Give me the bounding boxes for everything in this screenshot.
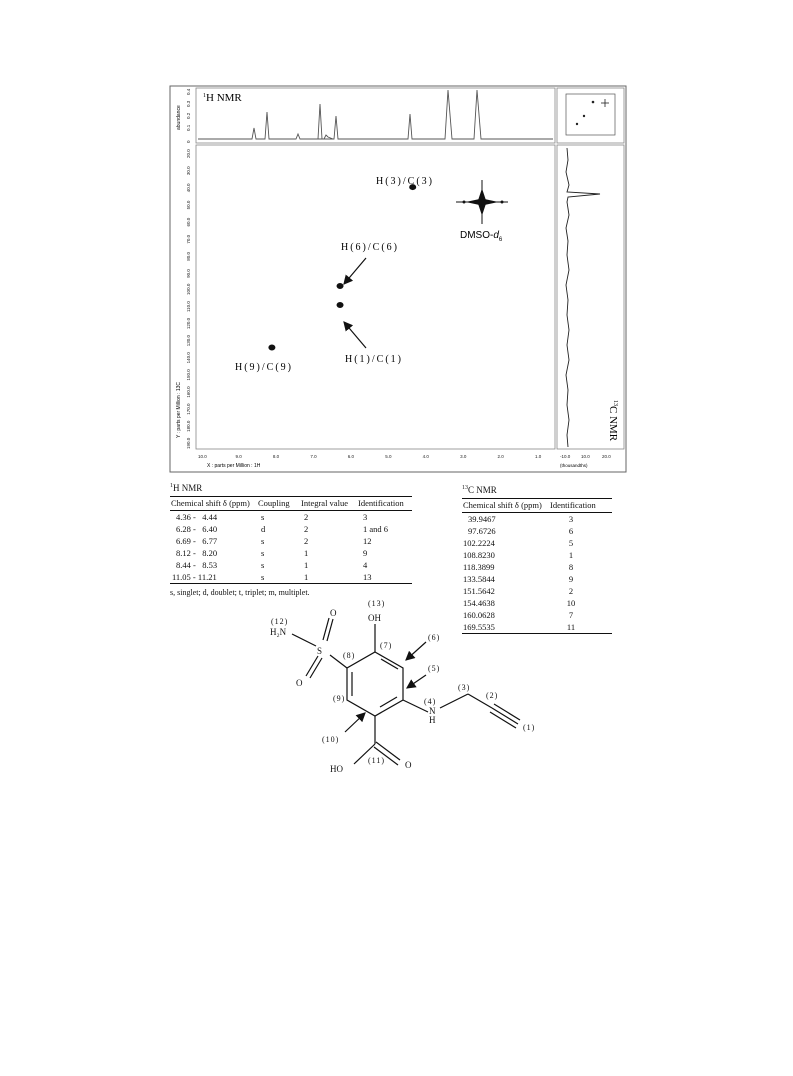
locant-12: (12) (271, 617, 289, 626)
atom-o1: O (330, 608, 337, 618)
locant-1: (1) (523, 723, 536, 732)
h-table-title: $^1$H NMR (170, 483, 203, 493)
overview-inset (566, 94, 615, 135)
top-axis-ticks (186, 88, 191, 143)
top-tick-label: 0.3 (186, 100, 191, 107)
locant-11: (11) (368, 756, 386, 765)
peak-label-h9c9: H(9)/C(9) (235, 362, 293, 373)
table-row (462, 549, 612, 561)
x-tick-label: 3.0 (460, 454, 467, 459)
h-cell: s (261, 559, 265, 570)
table-row (462, 621, 612, 634)
peak-label-h1c1: H(1)/C(1) (345, 354, 403, 365)
atom-ho: HO (330, 764, 343, 774)
h-cell: 1 (300, 571, 357, 584)
h-cell: 1 (304, 559, 309, 570)
h-cell: 6.28 - 6.40 (176, 523, 218, 534)
c-nmr-table (462, 483, 612, 634)
h-cell: 3 (363, 511, 368, 522)
locant-8: (8) (343, 651, 356, 660)
c-cell: 5 (568, 537, 574, 548)
h-cell: 12 (363, 535, 372, 546)
atom-o2: O (296, 678, 303, 688)
c-table-title: $^{13}$C NMR (462, 485, 497, 495)
c-cell: 10 (566, 597, 576, 608)
c-cell: 108.8230 (463, 549, 495, 560)
x-axis-ticks (198, 454, 542, 459)
x-tick-label: 10.0 (198, 454, 207, 459)
h-cell: s (257, 571, 300, 584)
c-cell: 169.5535 (462, 621, 549, 634)
atom-n: N (429, 706, 436, 716)
c-cell: 39.9467 (468, 513, 496, 524)
table-row (462, 585, 612, 597)
x-tick-label: 1.0 (535, 454, 542, 459)
c-nmr-panel-label: $^{13}$C NMR (607, 400, 619, 442)
atom-h: H (429, 715, 436, 725)
top-tick-label: 0.1 (186, 124, 191, 131)
table-row (462, 573, 612, 585)
table-row (170, 511, 412, 524)
table-row (462, 537, 612, 549)
top-tick-label: 0 (186, 140, 191, 143)
y-tick-label: 140.0 (186, 352, 191, 364)
atom-s: S (317, 646, 323, 656)
c-cell: 9 (568, 573, 574, 584)
top-tick-label: 0.2 (186, 112, 191, 119)
h-cell: d (261, 523, 266, 534)
locant-5: (5) (428, 664, 441, 673)
cross-peaks (268, 184, 416, 350)
cross-peak (337, 302, 344, 308)
locant-7: (7) (380, 641, 393, 650)
h-cell: s (261, 547, 265, 558)
h-table-footnote: s, singlet; d, doublet; t, triplet; m, multiplet. (170, 588, 310, 597)
x-tick-label: 5.0 (385, 454, 392, 459)
h-cell: 4 (363, 559, 368, 570)
locant-4: (4) (424, 697, 437, 706)
y-tick-label: 60.0 (186, 217, 191, 227)
cross-peak (268, 344, 275, 350)
locant-2: (2) (486, 691, 499, 700)
x-tick-label: 2.0 (497, 454, 504, 459)
y-tick-label: 160.0 (186, 386, 191, 398)
c-cell: 1 (568, 549, 574, 560)
table-row (170, 547, 412, 559)
locant-3: (3) (458, 683, 471, 692)
table-row (170, 559, 412, 571)
h-cell: 9 (363, 547, 368, 558)
c-cell: 154.4638 (463, 597, 495, 608)
h-cell: 8.12 - 8.20 (176, 547, 218, 558)
atom-oh: OH (368, 613, 381, 623)
table-row (462, 561, 612, 573)
c-cell: 118.3899 (463, 561, 495, 572)
h-spectrum-panel (196, 88, 555, 143)
c-table-header-row (462, 499, 612, 513)
y-tick-label: 100.0 (186, 283, 191, 295)
locant-10: (10) (322, 735, 340, 744)
y-axis-ticks (186, 149, 191, 449)
y-tick-label: 50.0 (186, 200, 191, 210)
h-cell: 8.44 - 8.53 (176, 559, 218, 570)
h-cell: 1 (304, 547, 309, 558)
overview-dots (576, 99, 609, 125)
c-cell: 3 (568, 513, 574, 524)
top-tick-label: 0.4 (186, 88, 191, 95)
y-tick-label: 120.0 (186, 317, 191, 330)
y-tick-label: 170.0 (186, 403, 191, 415)
y-tick-label: 70.0 (186, 234, 191, 244)
y-axis-label: Y : parts per Million : 13C (176, 381, 182, 438)
h-table-grid (170, 496, 412, 584)
h-col-shift: Chemical shift δ (ppm) (170, 497, 257, 511)
c-spectrum-trace (566, 148, 600, 447)
y-tick-label: 80.0 (186, 251, 191, 261)
h-cell: s (261, 535, 265, 546)
peak-label-h3c3: H(3)/C(3) (376, 176, 434, 187)
atom-h2n: H₂N (270, 627, 287, 637)
c-cell: 8 (568, 561, 574, 572)
dmso-label: DMSO-$d_6$ (460, 230, 503, 243)
locant-6: (6) (428, 633, 441, 642)
h-table-header-row (170, 497, 412, 511)
y-tick-label: 190.0 (186, 437, 191, 449)
h-cell: 6.69 - 6.77 (176, 535, 218, 546)
c-cell: 2 (568, 585, 574, 596)
locant-9: (9) (333, 694, 346, 703)
h-col-identification: Identification (357, 497, 412, 511)
h-cell: 2 (304, 523, 309, 534)
dmso-peak (456, 180, 508, 224)
c-cell: 151.5642 (463, 585, 495, 596)
c-col-identification: Identification (549, 499, 612, 513)
table-row (170, 571, 412, 584)
cross-peak (337, 283, 344, 289)
top-axis-label: abundance (176, 105, 182, 130)
atom-o3: O (405, 760, 412, 770)
y-tick-label: 180.0 (186, 420, 191, 432)
side-axis-label: (thousandths) (560, 463, 588, 468)
y-tick-label: 150.0 (186, 369, 191, 381)
y-tick-label: 110.0 (186, 301, 191, 313)
y-tick-label: 90.0 (186, 269, 191, 278)
spectrum-frame (170, 86, 626, 472)
h-cell: 11.05 - 11.21 (170, 571, 257, 584)
h-cell: 2 (304, 535, 309, 546)
table-row (462, 609, 612, 621)
table-row (462, 525, 612, 537)
h-nmr-table (170, 481, 412, 598)
y-tick-label: 130.0 (186, 335, 191, 347)
c-col-shift: Chemical shift δ (ppm) (462, 499, 549, 513)
arrow-h6c6 (344, 258, 366, 284)
x-tick-label: 7.0 (310, 454, 317, 459)
side-tick-label: -10.0 (560, 454, 571, 459)
c-cell: 97.6726 (468, 525, 496, 536)
h-nmr-panel-label: $^1$H NMR (203, 92, 242, 104)
table-row (170, 523, 412, 535)
c-cell: 7 (568, 609, 574, 620)
c-cell: 11 (549, 621, 612, 634)
h-col-integral: Integral value (300, 497, 357, 511)
side-tick-label: 10.0 (581, 454, 590, 459)
c-cell: 102.2224 (463, 537, 495, 548)
x-tick-label: 8.0 (272, 454, 280, 459)
h-cell: 4.36 - 4.44 (176, 511, 218, 522)
c-cell: 160.0628 (463, 609, 495, 620)
table-row (462, 513, 612, 526)
x-tick-label: 9.0 (235, 454, 242, 459)
table-row (170, 535, 412, 547)
locant-13: (13) (368, 599, 386, 608)
h-cell: s (261, 511, 265, 522)
y-tick-label: 30.0 (186, 166, 191, 176)
y-tick-label: 20.0 (186, 149, 191, 158)
c-cell: 6 (568, 525, 574, 536)
h-spectrum-trace (198, 90, 553, 139)
arrow-h1c1 (344, 322, 366, 348)
x-axis-label: X : parts per Million : 1H (207, 463, 261, 469)
c-table-grid (462, 498, 612, 634)
peak-label-h6c6: H(6)/C(6) (341, 242, 399, 253)
h-cell: 1 and 6 (363, 523, 389, 534)
x-tick-label: 6.0 (347, 454, 355, 459)
h-col-coupling: Coupling (257, 497, 300, 511)
table-row (462, 597, 612, 609)
hsqc-panel (196, 145, 555, 449)
x-tick-label: 4.0 (422, 454, 429, 459)
h-cell: 13 (357, 571, 412, 584)
c-cell: 133.5844 (463, 573, 495, 584)
h-cell: 2 (304, 511, 309, 522)
side-tick-label: 20.0 (602, 454, 611, 459)
side-axis-ticks (560, 454, 611, 459)
y-tick-label: 40.0 (186, 183, 191, 193)
